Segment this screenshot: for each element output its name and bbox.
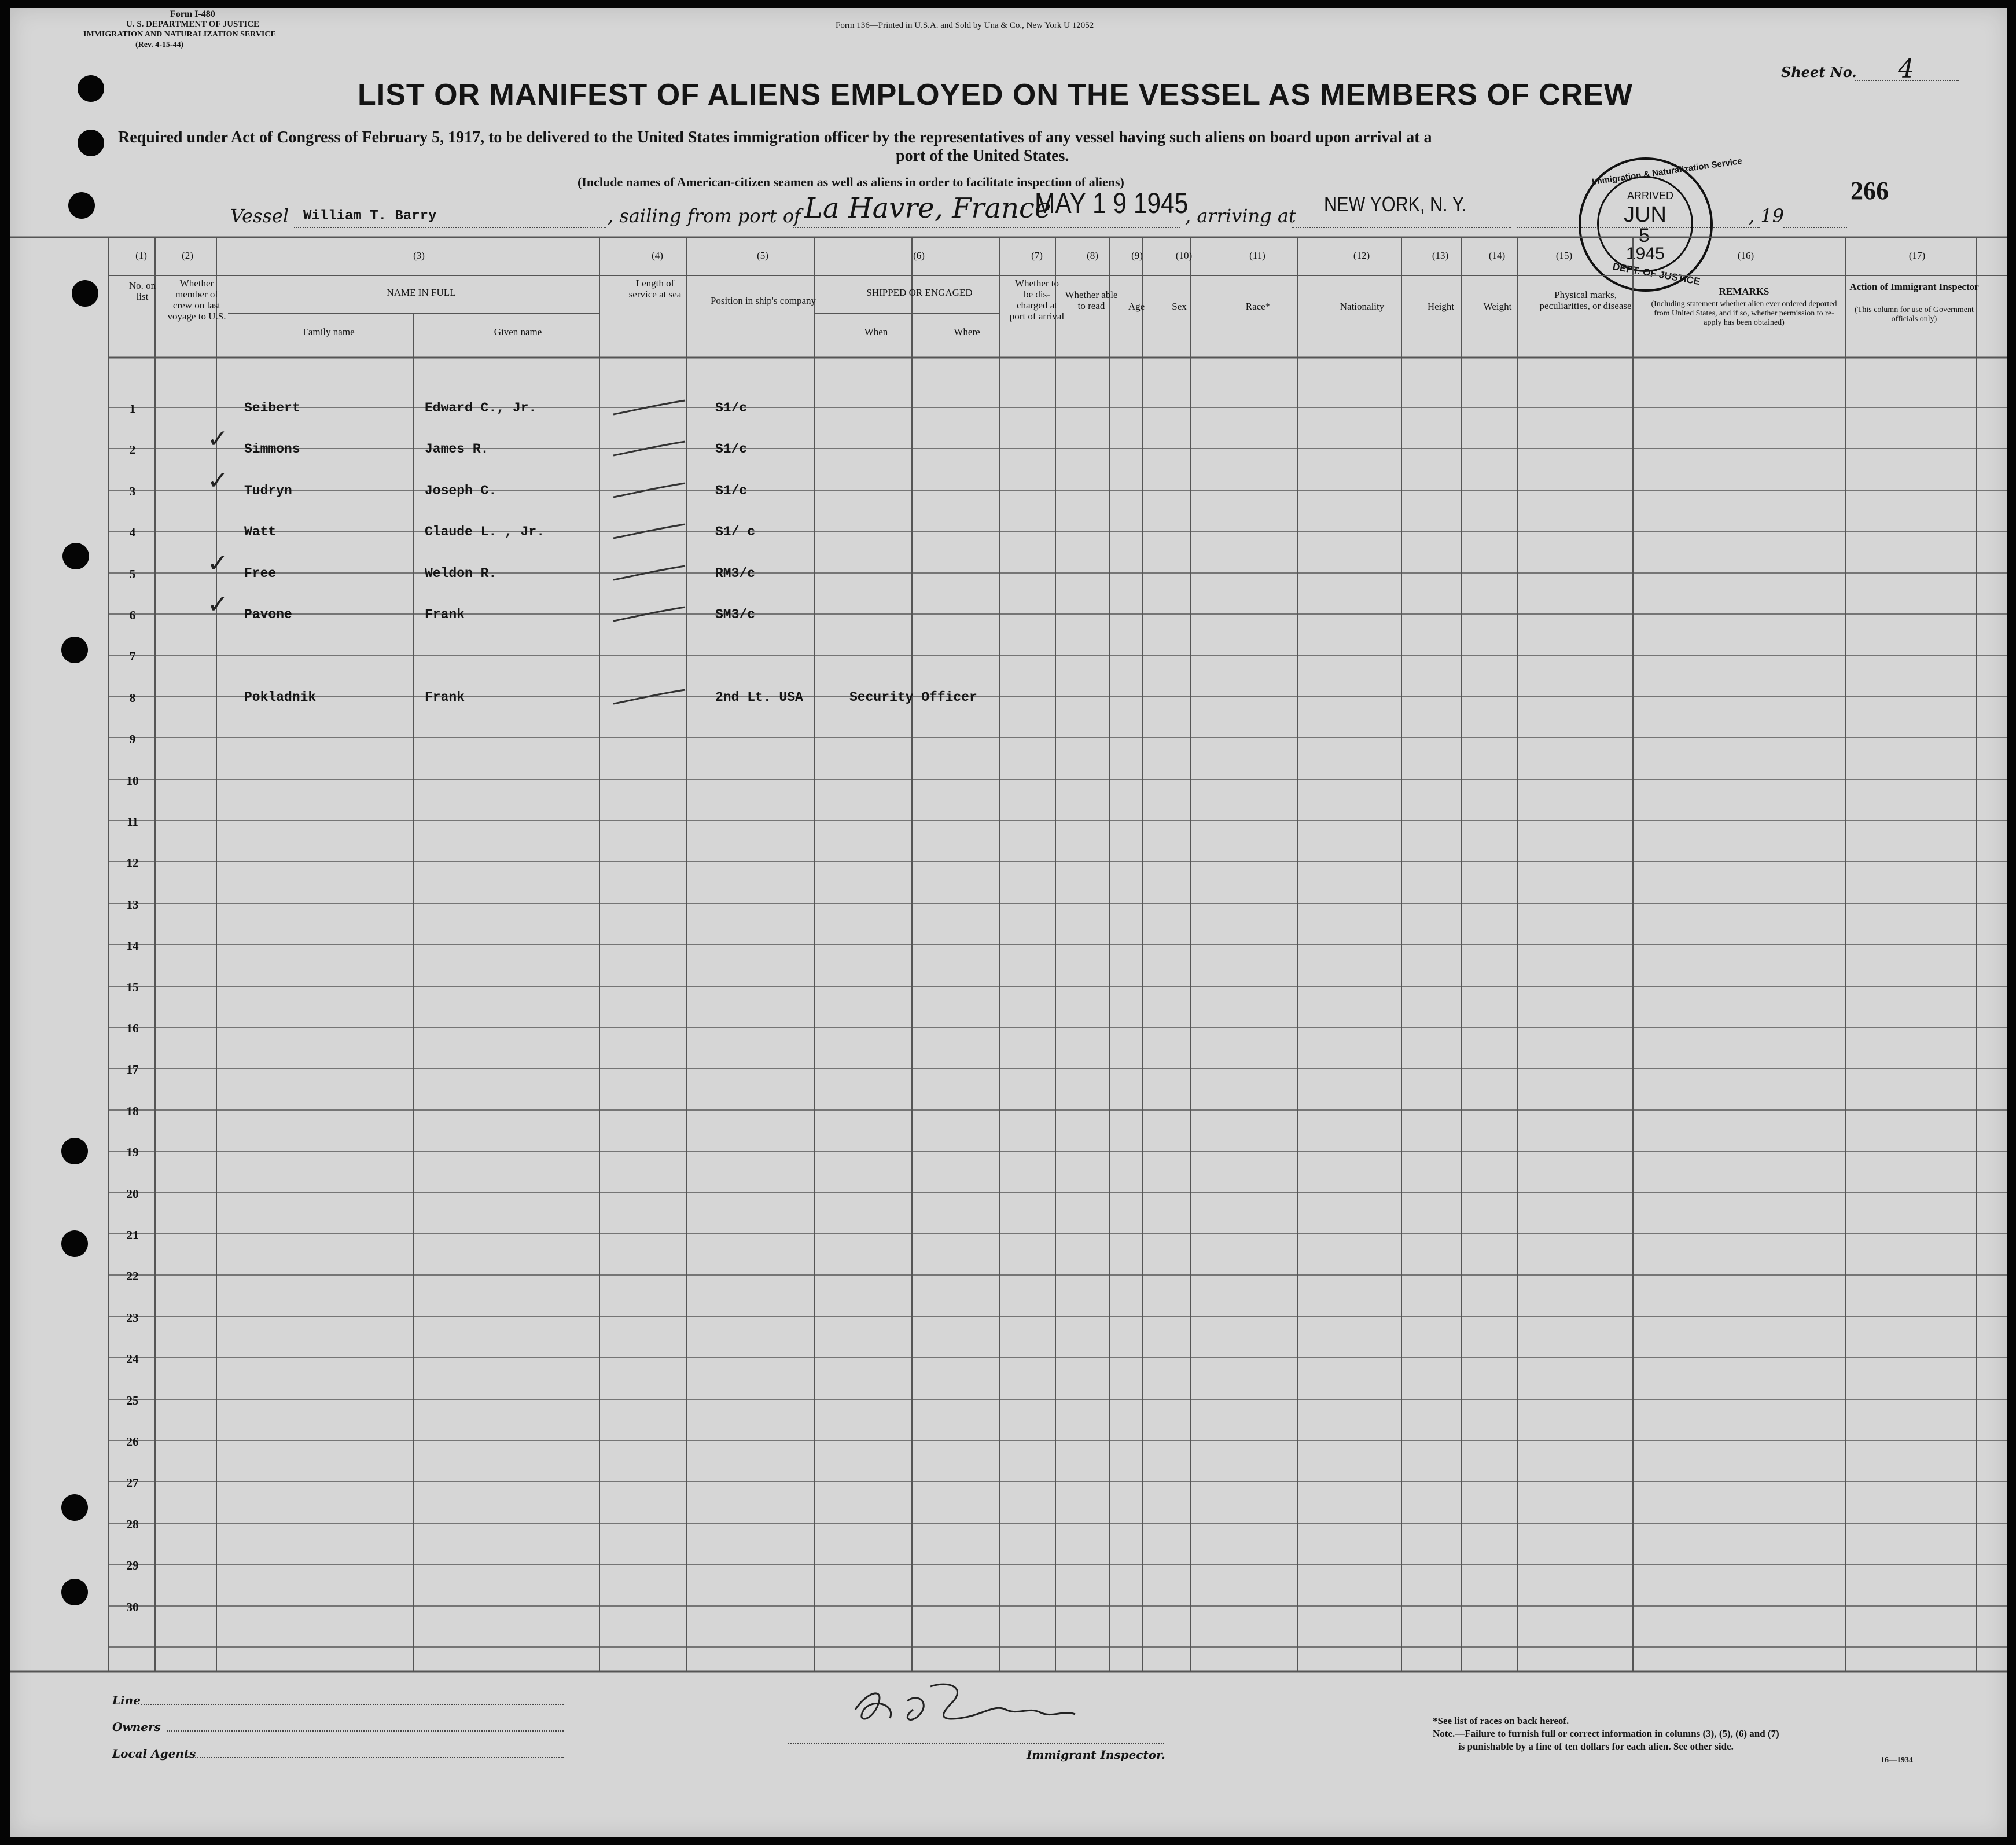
prior-voyage-check: ✓ xyxy=(207,590,229,619)
col-num-11: (11) xyxy=(1249,250,1265,261)
col-num-14: (14) xyxy=(1488,250,1506,261)
prior-voyage-check: ✓ xyxy=(207,466,229,495)
crew-family-name: Free xyxy=(244,566,277,581)
service-length-dash xyxy=(609,480,690,503)
sailing-label: , sailing from port of xyxy=(608,205,801,227)
inspector-signature xyxy=(844,1669,1087,1739)
row-number: 7 xyxy=(129,649,136,663)
hdr-where: Where xyxy=(954,326,980,337)
hdr-length-service: Length of service at sea xyxy=(628,278,682,300)
page-number: 266 xyxy=(1851,177,1889,205)
manifest-grid xyxy=(10,8,2007,1837)
row-number: 24 xyxy=(126,1352,139,1366)
row-number: 4 xyxy=(129,525,136,539)
service-name: IMMIGRATION AND NATURALIZATION SERVICE xyxy=(83,30,276,39)
crew-position: RM3/c xyxy=(715,566,756,581)
row-number: 10 xyxy=(126,774,139,788)
department-name: U. S. DEPARTMENT OF JUSTICE xyxy=(126,20,260,29)
col-num-13: (13) xyxy=(1432,250,1449,261)
row-number: 13 xyxy=(126,898,139,912)
footer-agents-label: Local Agents xyxy=(112,1747,196,1761)
crew-family-name: Watt xyxy=(244,524,277,539)
form-id: Form I-480 xyxy=(170,9,215,19)
crew-shipped-where: Security Officer xyxy=(849,690,977,705)
service-length-dash xyxy=(609,686,690,710)
row-number: 18 xyxy=(126,1104,139,1118)
col-num-17: (17) xyxy=(1908,250,1926,261)
col-num-9: (9) xyxy=(1131,250,1143,261)
col-num-8: (8) xyxy=(1087,250,1098,261)
inspector-label: Immigrant Inspector. xyxy=(1027,1748,1165,1762)
hdr-race: Race* xyxy=(1245,301,1271,312)
hdr-when: When xyxy=(864,326,888,337)
footer-line-label: Line xyxy=(112,1693,141,1707)
col-num-15: (15) xyxy=(1555,250,1573,261)
hdr-physical-marks: Physical marks, peculiarities, or disease xyxy=(1539,289,1632,311)
form-revision: (Rev. 4-15-44) xyxy=(135,41,184,49)
act-statement: Required under Act of Congress of February 5, 1917, to be delivered to the United States immigration officer by the representatives of any vessel having such aliens on board upon arrival at a xyxy=(118,128,1432,146)
crew-given-name: Frank xyxy=(425,607,465,622)
row-number: 16 xyxy=(126,1021,139,1035)
crew-given-name: Joseph C. xyxy=(425,483,497,498)
row-number: 23 xyxy=(126,1311,139,1325)
sheet-number: 4 xyxy=(1898,54,1914,84)
hdr-no-on-list: No. on list xyxy=(128,280,156,302)
hdr-position: Position in ship's company xyxy=(710,295,816,306)
crew-position: S1/c xyxy=(715,483,748,498)
include-note: (Include names of American-citizen seamen as well as aliens in order to facilitate inspection of aliens) xyxy=(577,175,1124,189)
crew-given-name: Weldon R. xyxy=(425,566,497,581)
service-length-dash xyxy=(609,438,690,461)
crew-family-name: Simmons xyxy=(244,442,300,457)
hdr-name-in-full: NAME IN FULL xyxy=(387,287,456,298)
row-number: 12 xyxy=(126,856,139,870)
col-num-7: (7) xyxy=(1031,250,1043,261)
row-number: 28 xyxy=(126,1517,139,1531)
arriving-label: , arriving at xyxy=(1185,205,1296,227)
row-number: 22 xyxy=(126,1269,139,1283)
crew-position: S1/c xyxy=(715,400,748,416)
row-number: 11 xyxy=(127,815,138,829)
row-number: 5 xyxy=(129,567,136,581)
hdr-remarks-note: (Including statement whether alien ever ordered deported from United States, and if so, whether permission to re-apply has been obtained) xyxy=(1651,300,1837,327)
hdr-weight: Weight xyxy=(1483,301,1512,312)
stamp-ring-top: Immigration & Naturalization Service xyxy=(1591,156,1743,188)
col-num-10: (10) xyxy=(1175,250,1193,261)
col-num-16: (16) xyxy=(1737,250,1754,261)
crew-family-name: Tudryn xyxy=(244,483,292,498)
row-number: 26 xyxy=(126,1435,139,1449)
stamp-arrived: ARRIVED xyxy=(1627,190,1674,201)
row-number: 8 xyxy=(129,691,136,705)
service-length-dash xyxy=(609,521,690,544)
row-number: 17 xyxy=(126,1063,139,1076)
race-note: *See list of races on back hereof. xyxy=(1433,1715,1569,1726)
row-number: 25 xyxy=(126,1394,139,1407)
footer-owners-label: Owners xyxy=(112,1720,161,1734)
row-number: 21 xyxy=(126,1228,139,1242)
sheet-label: Sheet No. xyxy=(1781,64,1857,80)
row-number: 9 xyxy=(129,732,136,746)
stamp-month: JUN xyxy=(1624,203,1666,227)
penalty-note-cont: is punishable by a fine of ten dollars for each alien. See other side. xyxy=(1458,1741,1734,1752)
printer-line: Form 136—Printed in U.S.A. and Sold by Una & Co., New York U 12052 xyxy=(836,21,1094,30)
crew-family-name: Pavone xyxy=(244,607,292,622)
hdr-sex: Sex xyxy=(1172,301,1187,312)
crew-given-name: James R. xyxy=(425,442,489,457)
stamp-day: 5 xyxy=(1639,225,1650,247)
hdr-shipped-engaged: SHIPPED OR ENGAGED xyxy=(866,287,973,298)
vessel-label: Vessel xyxy=(230,205,289,227)
hdr-able-to-read: Whether able to read xyxy=(1065,289,1118,311)
col-num-1: (1) xyxy=(135,250,147,261)
crew-position: SM3/c xyxy=(715,607,756,622)
hdr-age: Age xyxy=(1128,301,1145,312)
service-length-dash xyxy=(609,397,690,420)
row-number: 3 xyxy=(129,484,136,498)
prior-voyage-check: ✓ xyxy=(207,549,229,578)
row-number: 14 xyxy=(126,939,139,953)
hdr-given-name: Given name xyxy=(494,326,542,337)
stamp-ring-bottom: DEPT. OF JUSTICE xyxy=(1612,260,1701,288)
crew-given-name: Edward C., Jr. xyxy=(425,400,537,416)
hdr-prior-voyage: Whether member of crew on last voyage to U.S. xyxy=(167,278,226,322)
vessel-name: William T. Barry xyxy=(303,208,437,224)
service-length-dash xyxy=(609,604,690,627)
col-num-2: (2) xyxy=(182,250,193,261)
hdr-height: Height xyxy=(1427,301,1455,312)
service-length-dash xyxy=(609,563,690,586)
act-statement-cont: port of the United States. xyxy=(896,147,1069,165)
prior-voyage-check: ✓ xyxy=(207,424,229,454)
hdr-inspector-note: (This column for use of Government officials only) xyxy=(1855,306,1974,324)
hdr-nationality: Nationality xyxy=(1340,301,1385,312)
manifest-sheet xyxy=(10,8,2007,1837)
col-num-5: (5) xyxy=(757,250,768,261)
crew-given-name: Claude L. , Jr. xyxy=(425,524,545,539)
crew-position: S1/ c xyxy=(715,524,756,539)
hdr-remarks: REMARKS xyxy=(1719,286,1769,297)
row-number: 15 xyxy=(126,980,139,994)
hdr-inspector-action: Action of Immigrant Inspector xyxy=(1849,281,1979,292)
col-num-12: (12) xyxy=(1353,250,1370,261)
arriving-port: NEW YORK, N. Y. xyxy=(1324,192,1467,216)
row-number: 6 xyxy=(129,608,136,622)
hdr-discharged: Whether to be dis-charged at port of arrival xyxy=(1009,278,1065,322)
crew-family-name: Pokladnik xyxy=(244,690,317,705)
col-num-6: (6) xyxy=(913,250,925,261)
year-prefix: , 19 xyxy=(1749,205,1785,227)
col-num-3: (3) xyxy=(413,250,425,261)
row-number: 19 xyxy=(126,1145,139,1159)
form-code: 16—1934 xyxy=(1881,1756,1913,1765)
col-num-4: (4) xyxy=(652,250,663,261)
sailing-date-stamp: MAY 1 9 1945 xyxy=(1035,187,1189,219)
row-number: 30 xyxy=(126,1600,139,1614)
sailing-port: La Havre, France xyxy=(804,192,1051,225)
penalty-note: Note.—Failure to furnish full or correct information in columns (3), (5), (6) and (7) xyxy=(1433,1728,1779,1739)
crew-position: S1/c xyxy=(715,442,748,457)
crew-given-name: Frank xyxy=(425,690,465,705)
crew-family-name: Seibert xyxy=(244,400,300,416)
stamp-year: 1945 xyxy=(1626,244,1665,263)
hdr-family-name: Family name xyxy=(303,326,355,337)
row-number: 20 xyxy=(126,1187,139,1201)
crew-position: 2nd Lt. USA xyxy=(715,690,803,705)
row-number: 27 xyxy=(126,1476,139,1490)
row-number: 29 xyxy=(126,1559,139,1572)
row-number: 1 xyxy=(129,402,136,416)
row-number: 2 xyxy=(129,443,136,457)
manifest-title: LIST OR MANIFEST OF ALIENS EMPLOYED ON THE VESSEL AS MEMBERS OF CREW xyxy=(358,78,1633,112)
